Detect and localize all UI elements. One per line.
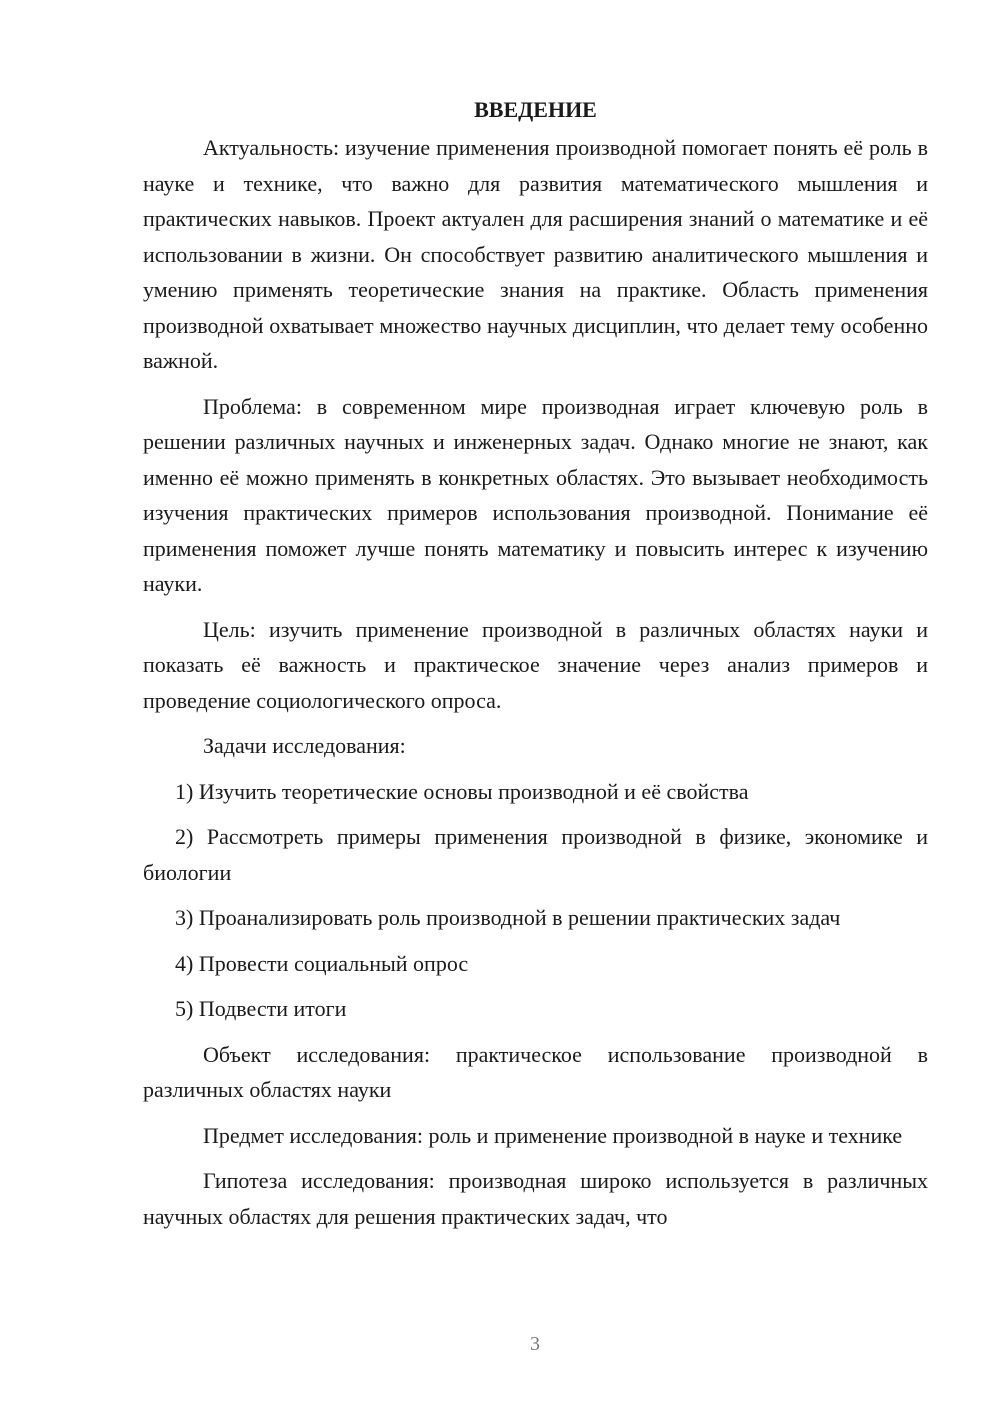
- task-item-2: 2) Рассмотреть примеры применения производной в физике, экономике и биологии: [143, 824, 928, 885]
- task-item-4: 4) Провести социальный опрос: [175, 950, 469, 976]
- paragraph-hypothesis: Гипотеза исследования: производная широко используется в различных научных областях для решения практических задач, что: [143, 1168, 928, 1229]
- task-item-3: 3) Проанализировать роль производной в решении практических задач: [175, 905, 841, 930]
- paragraph-goal: Цель: изучить применение производной в различных областях науки и показать её важность и практическое значение через анализ примеров и проведение социологического опроса.: [143, 616, 928, 713]
- paragraph-object: Объект исследования: практическое использование производной в различных областях науки: [143, 1041, 928, 1102]
- document-page: [143, 92, 928, 1244]
- task-item-5: 5) Подвести итоги: [175, 996, 347, 1021]
- page-number: 3: [530, 1333, 540, 1355]
- task-item-1: 1) Изучить теоретические основы производной и её свойства: [175, 778, 749, 804]
- section-title: ВВЕДЕНИЕ: [474, 97, 597, 122]
- paragraph-problem: Проблема: в современном мире производная играет ключевую роль в решении различных научных и инженерных задач. Однако многие не знают, как именно её можно применять в конкретных областях. Это вызывает необходимость изучения практических примеров использования производной. Понимание её применения поможет лучше понять математику и повысить интерес к изучению науки.: [143, 393, 928, 596]
- paragraph-subject: Предмет исследования: роль и применение производной в науке и технике: [203, 1122, 903, 1148]
- paragraph-tasks-heading: Задачи исследования:: [203, 733, 406, 758]
- paragraph-relevance: Актуальность: изучение применения производной помогает понять её роль в науке и технике, что важно для развития математического мышления и практических навыков. Проект актуален для расширения знаний о математике и её использовании в жизни. Он способствует развитию аналитического мышления и умению применять теоретические знания на практике. Область применения производной охватывает множество научных дисциплин, что делает тему особенно важной.: [143, 135, 928, 373]
